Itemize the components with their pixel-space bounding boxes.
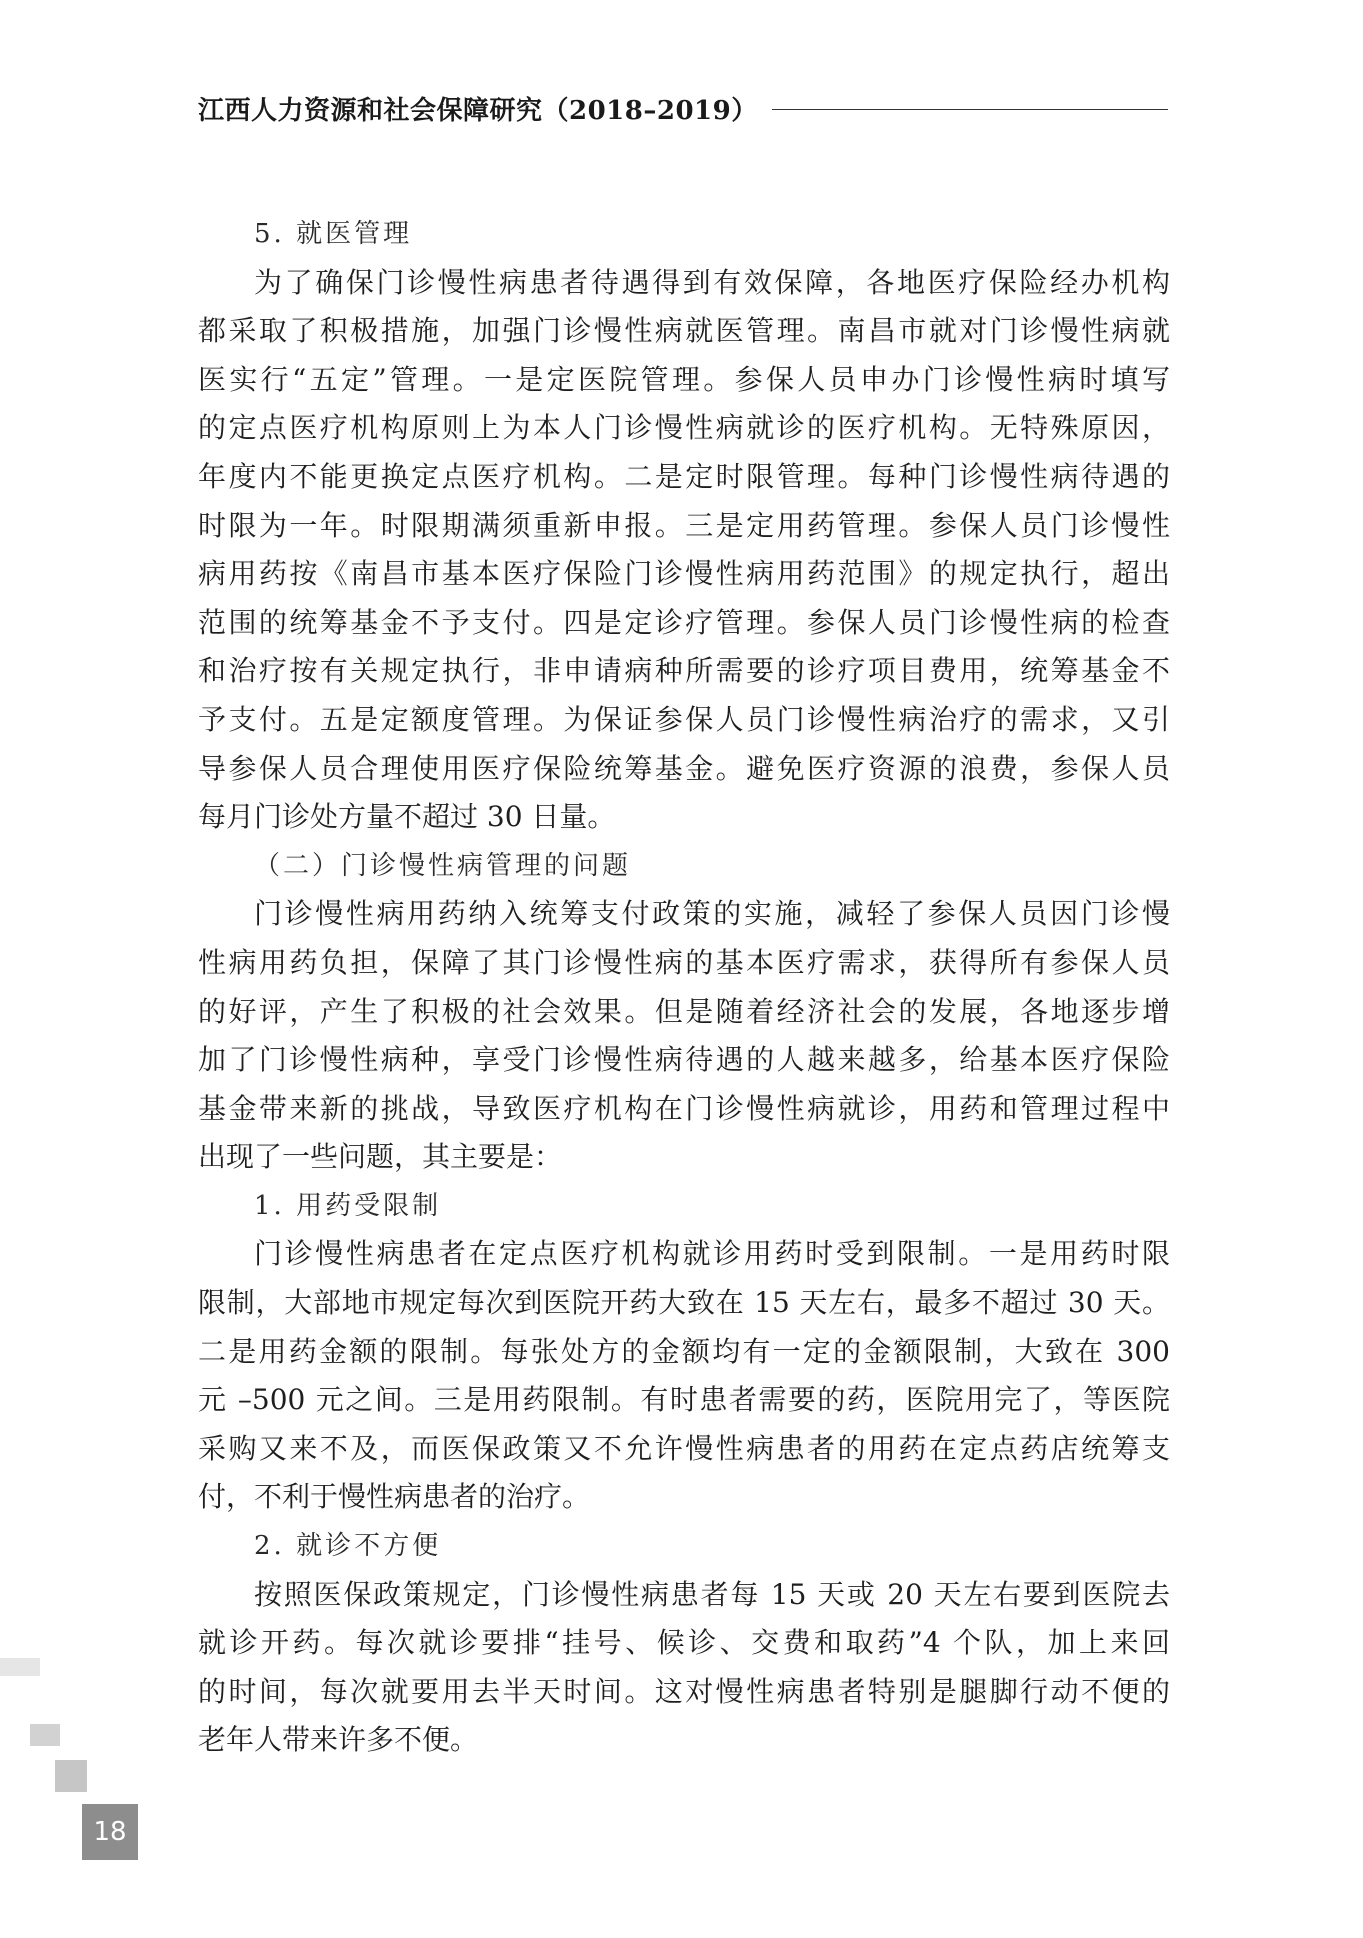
paragraph-line: 和治疗按有关规定执行，非申请病种所需要的诊疗项目费用，统筹基金不 xyxy=(198,654,1170,688)
section-heading-medical-management: 5. 就医管理 xyxy=(254,219,413,249)
paragraph-line: 二是用药金额的限制。每张处方的金额均有一定的金额限制，大致在 300 xyxy=(198,1334,1170,1368)
paragraph-line: 时限为一年。时限期满须重新申报。三是定用药管理。参保人员门诊慢性 xyxy=(198,508,1170,542)
paragraph-line: 范围的统筹基金不予支付。四是定诊疗管理。参保人员门诊慢性病的检查 xyxy=(198,605,1170,639)
decorative-square xyxy=(0,1658,40,1676)
paragraph-line: 基金带来新的挑战，导致医疗机构在门诊慢性病就诊，用药和管理过程中 xyxy=(198,1091,1170,1125)
section-heading-medication-restricted: 1. 用药受限制 xyxy=(254,1190,442,1221)
paragraph-line: 门诊慢性病患者在定点医疗机构就诊用药时受到限制。一是用药时限 xyxy=(254,1237,1170,1271)
paragraph-line: 老年人带来许多不便。 xyxy=(198,1723,479,1757)
paragraph-line: 医实行“五定”管理。一是定医院管理。参保人员申办门诊慢性病时填写 xyxy=(198,362,1170,396)
paragraph-line: 导参保人员合理使用医疗保险统筹基金。避免医疗资源的浪费，参保人员 xyxy=(198,751,1170,785)
section-heading-inconvenient-visits: 2. 就诊不方便 xyxy=(254,1531,442,1562)
paragraph-line: 加了门诊慢性病种，享受门诊慢性病待遇的人越来越多，给基本医疗保险 xyxy=(198,1043,1170,1077)
decorative-square xyxy=(30,1724,60,1746)
body-text xyxy=(198,210,1170,1765)
decorative-square xyxy=(55,1760,87,1792)
running-title: 江西人力资源和社会保障研究（2018–2019） xyxy=(198,95,758,126)
paragraph-line: 的定点医疗机构原则上为本人门诊慢性病就诊的医疗机构。无特殊原因， xyxy=(198,411,1170,445)
paragraph-line: 的时间，每次就要用去半天时间。这对慢性病患者特别是腿脚行动不便的 xyxy=(198,1674,1170,1708)
page-number: 18 xyxy=(82,1804,138,1860)
header-rule xyxy=(772,109,1168,110)
paragraph-line: 采购又来不及，而医保政策又不允许慢性病患者的用药在定点药店统筹支 xyxy=(198,1431,1170,1465)
paragraph-line: 的好评，产生了积极的社会效果。但是随着经济社会的发展，各地逐步增 xyxy=(198,994,1170,1028)
paragraph-line: 按照医保政策规定，门诊慢性病患者每 15 天或 20 天左右要到医院去 xyxy=(254,1577,1170,1611)
paragraph-line: 出现了一些问题，其主要是： xyxy=(198,1140,563,1174)
section-heading-problems: （二）门诊慢性病管理的问题 xyxy=(254,850,632,881)
paragraph-line: 予支付。五是定额度管理。为保证参保人员门诊慢性病治疗的需求，又引 xyxy=(198,702,1170,736)
paragraph-line: 每月门诊处方量不超过 30 日量。 xyxy=(198,800,616,834)
paragraph-line: 就诊开药。每次就诊要排“挂号、候诊、交费和取药”4 个队，加上来回 xyxy=(198,1626,1170,1660)
paragraph-line: 都采取了积极措施，加强门诊慢性病就医管理。南昌市就对门诊慢性病就 xyxy=(198,314,1170,348)
paragraph-line: 为了确保门诊慢性病患者待遇得到有效保障，各地医疗保险经办机构 xyxy=(254,265,1170,299)
paragraph-line: 年度内不能更换定点医疗机构。二是定时限管理。每种门诊慢性病待遇的 xyxy=(198,459,1170,493)
running-header xyxy=(198,88,1168,128)
paragraph-line: 性病用药负担，保障了其门诊慢性病的基本医疗需求，获得所有参保人员 xyxy=(198,945,1170,979)
paragraph-line: 门诊慢性病用药纳入统筹支付政策的实施，减轻了参保人员因门诊慢 xyxy=(254,897,1170,931)
paragraph-line: 限制，大部地市规定每次到医院开药大致在 15 天左右，最多不超过 30 天。 xyxy=(198,1286,1170,1320)
paragraph-line: 元 –500 元之间。三是用药限制。有时患者需要的药，医院用完了，等医院 xyxy=(198,1383,1170,1417)
paragraph-line: 病用药按《南昌市基本医疗保险门诊慢性病用药范围》的规定执行，超出 xyxy=(198,557,1170,591)
paragraph-line: 付，不利于慢性病患者的治疗。 xyxy=(198,1480,591,1514)
